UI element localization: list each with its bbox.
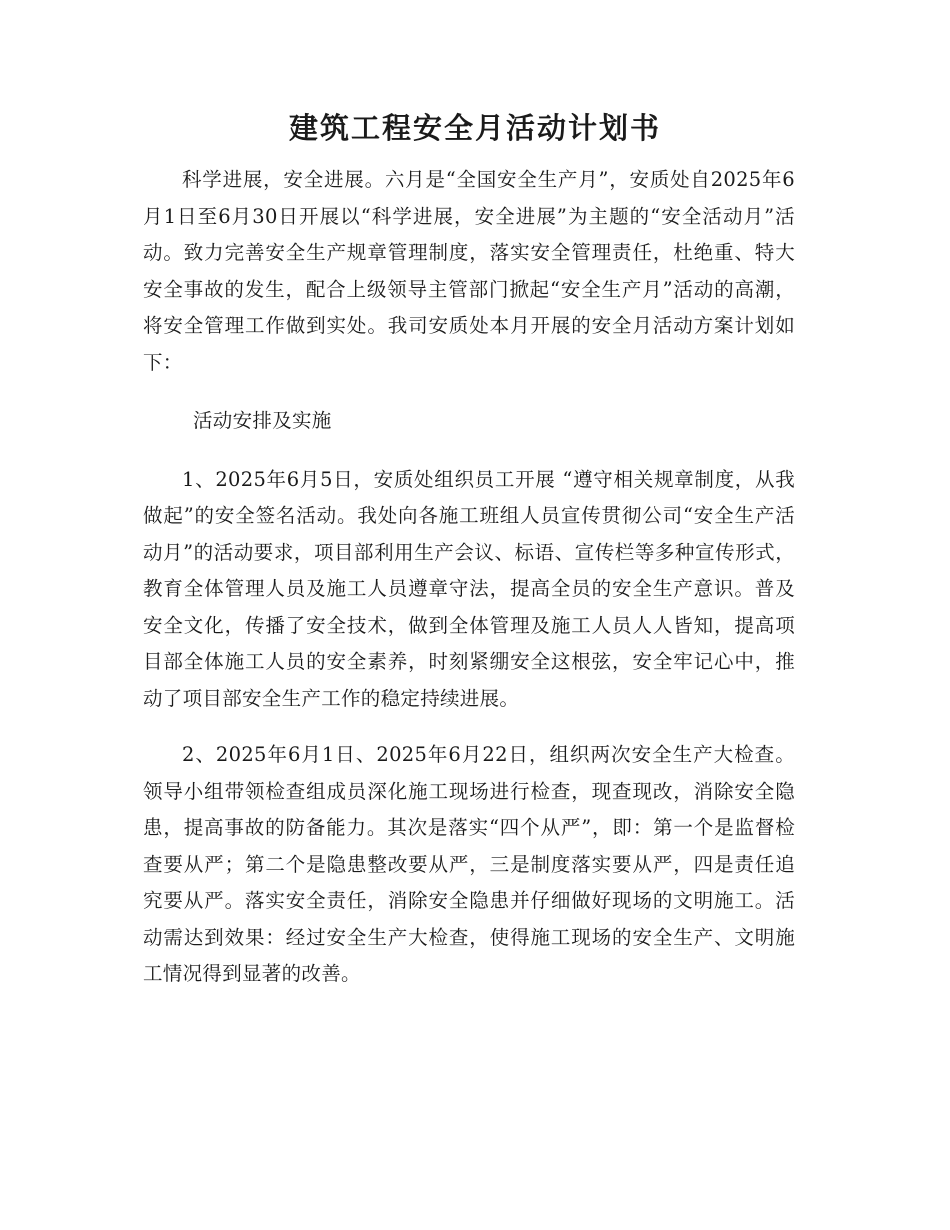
document-body xyxy=(143,162,795,993)
section-heading: 活动安排及实施 xyxy=(193,409,332,432)
document-title: 建筑工程安全月活动计划书 xyxy=(288,111,661,145)
item-2-paragraph: 2、2025年6月1日、2025年6月22日，组织两次安全生产大检查。领导小组带领检查组成员深化施工现场进行检查，现查现改，消除安全隐患，提高事故的防备能力。其次是落实“四个从严”，即：第一个是监督检查要从严；第二个是隐患整改要从严，三是制度落实要从严，四是责任追究要从严。落实安全责任，消除安全隐患并仔细做好现场的文明施工。活动需达到效果：经过安全生产大检查，使得施工现场的安全生产、文明施工情况得到显著的改善。 xyxy=(143,743,795,985)
item-1-paragraph: 1、2025年6月5日，安质处组织员工开展 “遵守相关规章制度，从我做起”的安全签名活动。我处向各施工班组人员宣传贯彻公司“安全生产活动月”的活动要求，项目部利用生产会议、标语、宣传栏等多种宣传形式，教育全体管理人员及施工人员遵章守法，提高全员的安全生产意识。普及安全文化，传播了安全技术，做到全体管理及施工人员人人皆知，提高项目部全体施工人员的安全素养，时刻紧绷安全这根弦，安全牢记心中，推动了项目部安全生产工作的稳定持续进展。 xyxy=(143,467,795,710)
intro-paragraph: 科学进展，安全进展。六月是“全国安全生产月”，安质处自2025年6月1日至6月30日开展以“科学进展，安全进展”为主题的“安全活动月”活动。致力完善安全生产规章管理制度，落实安全管理责任，杜绝重、特大安全事故的发生，配合上级领导主管部门掀起“安全生产月”活动的高潮，将安全管理工作做到实处。我司安质处本月开展的安全月活动方案计划如下： xyxy=(143,168,795,374)
